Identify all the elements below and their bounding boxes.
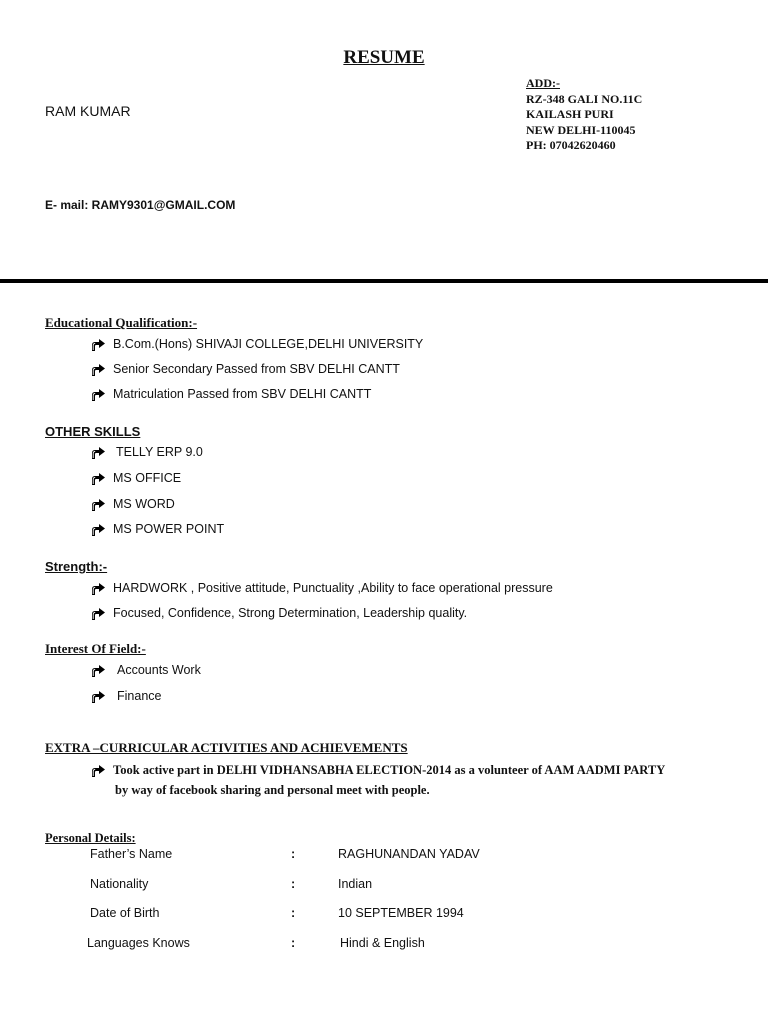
interest-item-text: Accounts Work [117, 663, 201, 677]
phone-number: PH: 07042620460 [526, 138, 616, 152]
hand-pointing-arrow-icon [90, 496, 106, 512]
list-item [0, 386, 768, 404]
list-item [0, 521, 768, 539]
achievement-line-2: by way of facebook sharing and personal meet with people. [115, 783, 430, 797]
dob-label: Date of Birth [90, 906, 160, 920]
strength-heading: Strength:- [45, 559, 108, 574]
hand-pointing-arrow-icon [90, 688, 106, 704]
nationality-separator: : [291, 877, 296, 891]
header-divider [0, 279, 768, 283]
hand-pointing-arrow-icon [90, 605, 106, 621]
father-name-separator: : [291, 847, 296, 861]
education-item-text: Matriculation Passed from SBV DELHI CANTT [113, 387, 372, 401]
hand-pointing-arrow-icon [90, 386, 106, 402]
skill-item-text: TELLY ERP 9.0 [116, 445, 203, 459]
resume-title: RESUME [343, 47, 425, 68]
list-item [0, 336, 768, 354]
list-item [0, 762, 768, 780]
personal-details-heading: Personal Details: [45, 831, 136, 845]
extra-curricular-heading: EXTRA –CURRICULAR ACTIVITIES AND ACHIEVEMENTS [45, 740, 408, 755]
skill-item-text: MS WORD [113, 497, 175, 511]
hand-pointing-arrow-icon [90, 361, 106, 377]
list-item [0, 444, 768, 462]
email-address: E- mail: RAMY9301@GMAIL.COM [45, 198, 236, 212]
address-block [526, 76, 642, 154]
nationality-value: Indian [338, 877, 373, 891]
languages-separator: : [291, 936, 296, 950]
hand-pointing-arrow-icon [90, 762, 106, 778]
father-name-value: RAGHUNANDAN YADAV [338, 847, 480, 861]
address-label: ADD:- [526, 76, 560, 90]
candidate-name: RAM KUMAR [45, 103, 131, 119]
achievement-line-1: Took active part in DELHI VIDHANSABHA ELECTION-2014 as a volunteer of AAM AADMI PARTY [113, 763, 666, 777]
skills-heading: OTHER SKILLS [45, 424, 141, 439]
strength-item-text: Focused, Confidence, Strong Determination, Leadership quality. [113, 606, 468, 620]
list-item [0, 496, 768, 514]
list-item [0, 605, 768, 623]
hand-pointing-arrow-icon [90, 470, 106, 486]
nationality-label: Nationality [90, 877, 149, 891]
languages-value: Hindi & English [340, 936, 425, 950]
father-name-label: Father’s Name [90, 847, 173, 861]
skill-item-text: MS POWER POINT [113, 522, 225, 536]
list-item [0, 470, 768, 488]
languages-label: Languages Knows [87, 936, 190, 950]
hand-pointing-arrow-icon [90, 444, 106, 460]
interest-item-text: Finance [117, 689, 162, 703]
address-line-2: KAILASH PURI [526, 107, 614, 121]
education-heading: Educational Qualification:- [45, 315, 198, 330]
list-item [0, 688, 768, 706]
hand-pointing-arrow-icon [90, 580, 106, 596]
hand-pointing-arrow-icon [90, 521, 106, 537]
hand-pointing-arrow-icon [90, 336, 106, 352]
list-item [0, 662, 768, 680]
list-item [0, 361, 768, 379]
interest-heading: Interest Of Field:- [45, 641, 146, 656]
education-item-text: Senior Secondary Passed from SBV DELHI CANTT [113, 362, 400, 376]
dob-value: 10 SEPTEMBER 1994 [338, 906, 464, 920]
address-line-3: NEW DELHI-110045 [526, 122, 636, 137]
education-item-text: B.Com.(Hons) SHIVAJI COLLEGE,DELHI UNIVERSITY [113, 337, 424, 351]
strength-item-text: HARDWORK , Positive attitude, Punctuality ,Ability to face operational pressure [113, 581, 553, 595]
hand-pointing-arrow-icon [90, 662, 106, 678]
address-line-1: RZ-348 GALI NO.11C [526, 91, 643, 106]
skill-item-text: MS OFFICE [113, 471, 182, 485]
dob-separator: : [291, 906, 296, 920]
list-item [0, 580, 768, 598]
